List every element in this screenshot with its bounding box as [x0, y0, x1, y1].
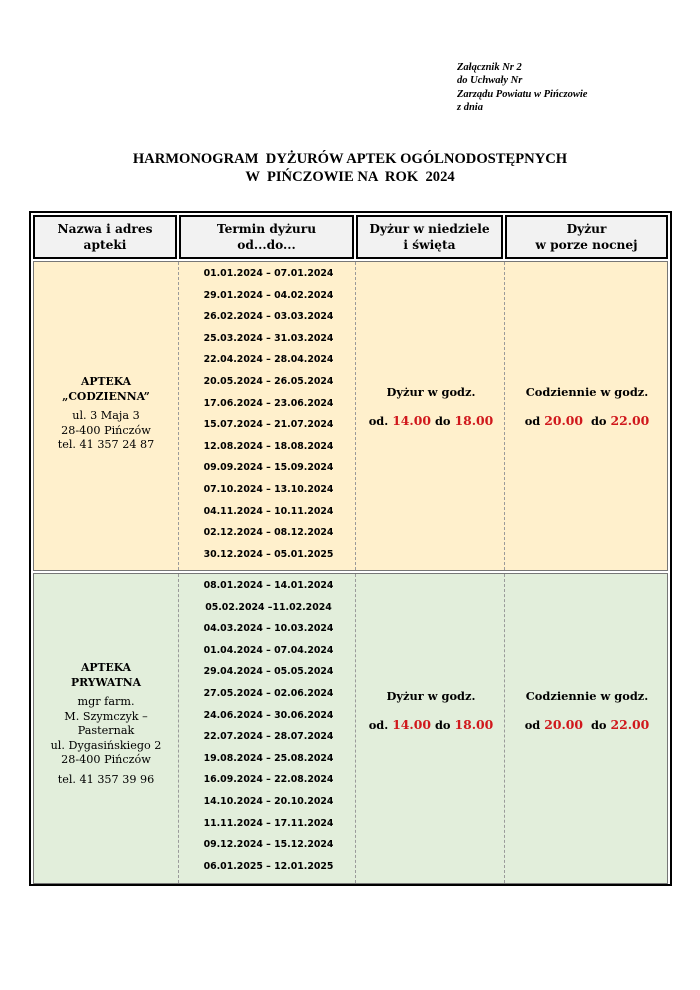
annex-line: Zarządu Powiatu w Pińczowie	[457, 88, 588, 100]
pharmacy-owner: Pasternak	[77, 724, 135, 737]
from-time: 14.00	[392, 413, 431, 428]
duty-date-range: 09.09.2024 – 15.09.2024	[203, 462, 334, 474]
pharmacy-address: 28-400 Pińczów	[61, 753, 151, 766]
to-label: do	[434, 414, 451, 428]
duty-date-range: 09.12.2024 – 15.12.2024	[203, 839, 334, 851]
duty-date-range: 27.05.2024 – 02.06.2024	[203, 687, 334, 699]
pharmacy-name: PRYWATNA	[71, 675, 141, 689]
pharmacy-address: 28-400 Pińczów	[61, 423, 151, 437]
from-label: od.	[368, 414, 389, 428]
pharmacy-phone: tel. 41 357 24 87	[57, 438, 155, 451]
duty-date-range: 22.07.2024 – 28.07.2024	[203, 731, 334, 743]
from-time: 14.00	[392, 717, 431, 732]
duty-dates-list	[180, 575, 357, 877]
duty-date-range: 29.04.2024 – 05.05.2024	[203, 666, 334, 678]
pharmacy-row-prywatna	[33, 573, 668, 884]
column-divider	[178, 262, 179, 570]
from-label: od.	[368, 718, 389, 732]
header-sunday-duty	[356, 215, 503, 259]
annex-note	[457, 61, 587, 115]
duty-dates-list	[180, 263, 357, 565]
sunday-duty-range	[357, 413, 505, 429]
duty-date-range: 25.03.2024 – 31.03.2024	[203, 332, 334, 344]
pharmacy-address: ul. 3 Maja 3	[72, 409, 140, 422]
pharmacy-owner: mgr farm.	[77, 695, 135, 708]
header-text: apteki	[83, 238, 127, 252]
duty-schedule-table	[29, 211, 672, 886]
from-time: 20.00	[544, 413, 584, 428]
duty-date-range: 19.08.2024 – 25.08.2024	[203, 752, 334, 764]
to-time: 22.00	[610, 717, 650, 732]
duty-date-range: 16.09.2024 – 22.08.2024	[203, 774, 334, 786]
duty-date-range: 24.06.2024 – 30.06.2024	[203, 709, 334, 721]
pharmacy-owner: M. Szymczyk –	[64, 709, 148, 723]
pharmacy-name: APTEKA	[80, 375, 132, 388]
header-pharmacy-name	[33, 215, 177, 259]
duty-date-range: 05.02.2024 –11.02.2024	[205, 601, 332, 613]
duty-date-range: 11.11.2024 – 17.11.2024	[203, 817, 334, 829]
header-night-duty	[505, 215, 668, 259]
header-duty-period	[179, 215, 354, 259]
duty-date-range: 06.01.2025 – 12.01.2025	[203, 860, 334, 872]
duty-date-range: 12.08.2024 – 18.08.2024	[203, 440, 334, 452]
from-label: od	[524, 414, 541, 428]
sunday-duty-hours	[357, 688, 505, 733]
night-duty-heading: Codziennie w godz.	[525, 385, 649, 399]
header-text: Termin dyżuru	[216, 222, 317, 236]
pharmacy-row-codzienna	[33, 261, 668, 571]
annex-line: Załącznik Nr 2	[457, 62, 522, 73]
from-time: 20.00	[544, 717, 584, 732]
pharmacy-info	[34, 375, 178, 453]
to-time: 22.00	[610, 413, 650, 428]
night-duty-heading: Codziennie w godz.	[525, 689, 649, 703]
night-duty-range	[506, 413, 668, 429]
title-line-2: W PIŃCZOWIE NA ROK 2024	[245, 169, 455, 185]
column-divider	[178, 574, 179, 883]
duty-date-range: 29.01.2024 – 04.02.2024	[203, 289, 334, 301]
night-duty-hours	[506, 384, 668, 429]
sunday-duty-heading: Dyżur w godz.	[386, 385, 476, 399]
duty-date-range: 15.07.2024 – 21.07.2024	[203, 419, 334, 431]
pharmacy-phone: tel. 41 357 39 96	[57, 772, 155, 786]
to-label: do	[590, 414, 607, 428]
to-time: 18.00	[454, 413, 494, 428]
to-label: do	[590, 718, 607, 732]
duty-date-range: 30.12.2024 – 05.01.2025	[203, 548, 334, 560]
header-text: Dyżur	[566, 222, 607, 236]
duty-date-range: 14.10.2024 – 20.10.2024	[203, 795, 334, 807]
duty-date-range: 22.04.2024 – 28.04.2024	[203, 354, 334, 366]
sunday-duty-range	[357, 717, 505, 733]
header-text: Nazwa i adres	[57, 222, 153, 236]
night-duty-hours	[506, 688, 668, 733]
header-text: od...do...	[237, 238, 296, 252]
header-text: i święta	[403, 238, 456, 252]
header-text: w porze nocnej	[535, 238, 638, 252]
to-time: 18.00	[454, 717, 494, 732]
duty-date-range: 26.02.2024 – 03.03.2024	[203, 311, 334, 323]
document-title	[0, 150, 700, 186]
from-label: od	[524, 718, 541, 732]
to-label: do	[434, 718, 451, 732]
duty-date-range: 07.10.2024 – 13.10.2024	[203, 483, 334, 495]
duty-date-range: 02.12.2024 – 08.12.2024	[203, 527, 334, 539]
duty-date-range: 01.04.2024 – 07.04.2024	[203, 644, 334, 656]
sunday-duty-hours	[357, 384, 505, 429]
night-duty-range	[506, 717, 668, 733]
duty-date-range: 04.11.2024 – 10.11.2024	[203, 505, 334, 517]
duty-date-range: 01.01.2024 – 07.01.2024	[203, 268, 334, 279]
title-line-1: HARMONOGRAM DYŻURÓW APTEK OGÓLNODOSTĘPNYCH	[132, 151, 568, 167]
duty-date-range: 17.06.2024 – 23.06.2024	[203, 397, 334, 409]
annex-line: z dnia	[457, 102, 483, 114]
header-text: Dyżur w niedziele	[369, 222, 490, 236]
pharmacy-address: ul. Dygasińskiego 2	[50, 738, 162, 752]
pharmacy-info	[34, 661, 178, 787]
duty-date-range: 08.01.2024 – 14.01.2024	[203, 580, 334, 591]
sunday-duty-heading: Dyżur w godz.	[386, 689, 476, 703]
pharmacy-name: APTEKA	[80, 661, 132, 674]
duty-date-range: 04.03.2024 – 10.03.2024	[203, 623, 334, 635]
pharmacy-name: „CODZIENNA”	[62, 389, 150, 403]
annex-line: do Uchwały Nr	[457, 75, 523, 87]
duty-date-range: 20.05.2024 – 26.05.2024	[203, 375, 334, 387]
